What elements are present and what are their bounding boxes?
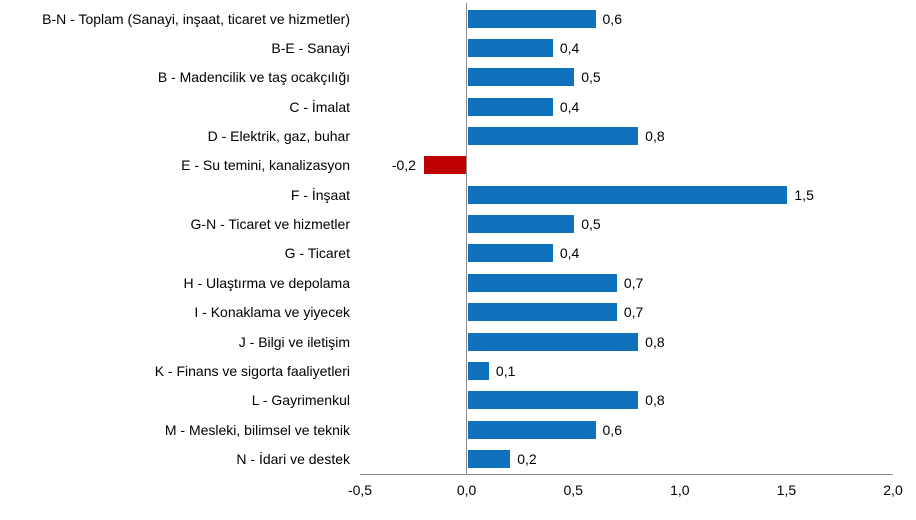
x-tick-label: 0,5 [563,482,583,498]
category-label: E - Su temini, kanalizasyon [181,157,350,174]
bar-positive [468,450,511,468]
value-label: 0,2 [517,450,537,467]
category-label: B-E - Sanayi [271,40,350,57]
category-label: B-N - Toplam (Sanayi, inşaat, ticaret ve hizmetler) [42,10,350,27]
category-label: B - Madencilik ve taş ocakçılığı [157,69,350,86]
category-label: L - Gayrimenkul [251,392,350,409]
value-label: 0,4 [559,245,580,262]
category-label: N - İdari ve destek [236,450,350,467]
bar-positive [468,186,788,204]
value-label: 0,7 [623,274,644,291]
bar-positive [468,98,553,116]
category-label: G - Ticaret [284,245,350,262]
category-label: D - Elektrik, gaz, buhar [207,128,350,145]
value-label: -0,2 [391,157,416,174]
value-label: 0,8 [645,392,665,409]
bar-positive [468,391,639,409]
category-label: I - Konaklama ve yiyecek [194,304,350,321]
bar-positive [468,127,639,145]
category-label: J - Bilgi ve iletişim [238,333,350,350]
value-label: 0,8 [645,128,665,145]
bar-positive [468,10,596,28]
bar-positive [468,362,489,380]
category-label: G-N - Ticaret ve hizmetler [190,216,350,233]
bar-positive [468,215,575,233]
x-tick-label: 0,0 [456,482,477,498]
category-label: M - Mesleki, bilimsel ve teknik [164,421,350,438]
bar-positive [468,421,596,439]
x-tick-label: 1,0 [670,482,690,498]
value-label: 0,4 [559,98,580,115]
bar-positive [468,274,617,292]
x-axis-line [360,474,893,475]
value-label: 0,8 [645,333,665,350]
bar-positive [468,244,553,262]
x-tick-label: 2,0 [883,482,903,498]
category-label: C - İmalat [289,98,350,115]
value-label: 0,4 [559,40,580,57]
x-tick-label: 1,5 [776,482,797,498]
value-label: 0,5 [581,216,601,233]
value-label: 0,6 [602,421,622,438]
bar-positive [468,303,617,321]
value-label: 1,5 [794,186,814,203]
bar-positive [468,39,553,57]
x-tick-label: -0,5 [347,482,373,498]
value-label: 0,7 [623,304,644,321]
category-label: K - Finans ve sigorta faaliyetleri [154,362,350,379]
bar-negative [424,156,467,174]
category-label: F - İnşaat [290,186,350,203]
bar-positive [468,68,575,86]
value-label: 0,1 [495,362,516,379]
category-label: H - Ulaştırma ve depolama [183,274,350,291]
zero-axis-line [466,3,467,474]
bar-positive [468,333,639,351]
value-label: 0,6 [602,10,622,27]
value-label: 0,5 [581,69,601,86]
